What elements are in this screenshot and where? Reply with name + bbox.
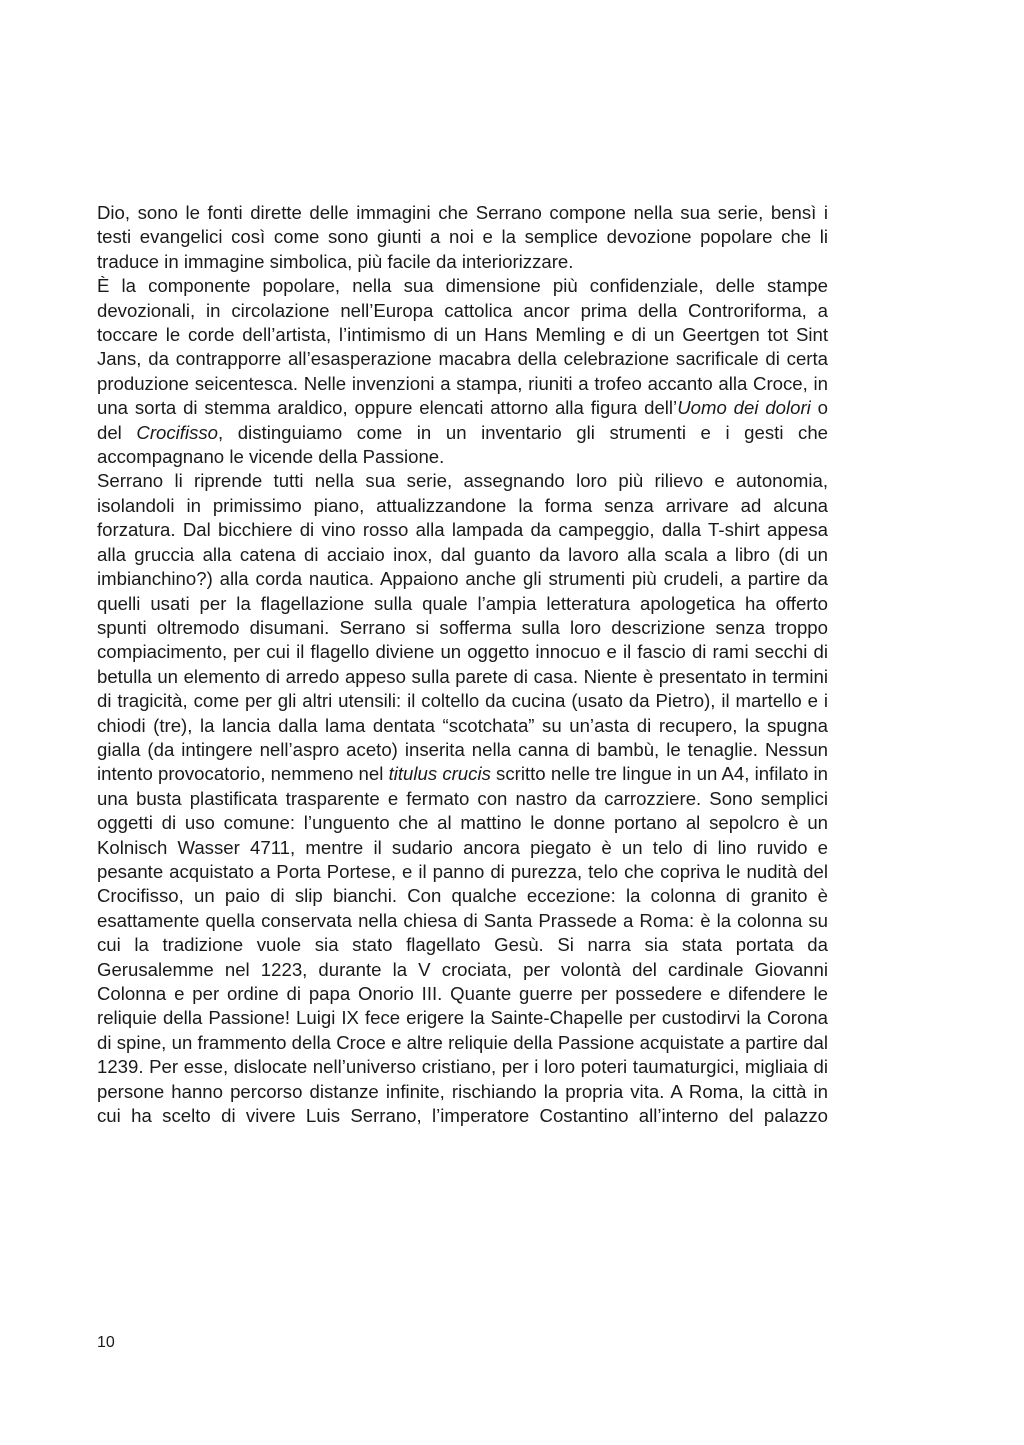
page-number: 10 xyxy=(97,1334,115,1351)
paragraph xyxy=(97,469,828,1128)
body-text xyxy=(97,201,828,1128)
text-segment: Dio, sono le fonti dirette delle immagini che Serrano compone nella sua serie, bensì i testi evangelici così come sono giunti a noi e la semplice devozione popolare che li traduce in immagine simbolica, più facile da interiorizzare. xyxy=(97,202,828,272)
text-segment: scritto nelle tre lingue in un A4, infilato in una busta plastificata trasparente e fermato con nastro da carrozziere. Sono semplici oggetti di uso comune: l’unguento che al mattino le donne portano al sepolcro è un Kolnisch Wasser 4711, mentre il sudario ancora piegato è un telo di lino ruvido e pesante acquistato a Porta Portese, e il panno di purezza, telo che copriva le nudità del Crocifisso, un paio di slip bianchi. Con qualche eccezione: la colonna di granito è esattamente quella conservata nella chiesa di Santa Prassede a Roma: è la colonna su cui la tradizione vuole sia stato flagellato Gesù. Si narra sia stata portata da Gerusalemme nel 1223, durante la V crociata, per volontà del cardinale Giovanni Colonna e per ordine di papa Onorio III. Quante guerre per possedere e difendere le reliquie della Passione! Luigi IX fece erigere la Sainte-Chapelle per custodirvi la Corona di spine, un frammento della Croce e altre reliquie della Passione acquistate a partire dal 1239. Per esse, dislocate nell’universo cristiano, per i loro poteri taumaturgici, migliaia di persone hanno percorso distanze infinite, rischiando la propria vita. A Roma, la città in cui ha scelto di vivere Luis Serrano, l’imperatore Costantino all’interno del palazzo xyxy=(97,763,828,1127)
paragraph xyxy=(97,201,828,274)
text-segment: Serrano li riprende tutti nella sua serie, assegnando loro più rilievo e autonomia, isolandoli in primissimo piano, attualizzandone la forma senza arrivare ad alcuna forzatura. Dal bicchiere di vino rosso alla lampada da campeggio, dalla T-shirt appesa alla gruccia alla catena di acciaio inox, dal guanto da lavoro alla scala a libro (di un imbianchino?) alla corda nautica. Appaiono anche gli strumenti più crudeli, a partire da quelli usati per la flagellazione sulla quale l’ampia letteratura apologetica ha offerto spunti oltremodo disumani. Serrano si sofferma sulla loro descrizione senza troppo compiacimento, per cui il flagello diviene un oggetto innocuo e il fascio di rami secchi di betulla un elemento di arredo appeso sulla parete di casa. Niente è presentato in termini di tragicità, come per gli altri utensili: il coltello da cucina (usato da Pietro), il martello e i chiodi (tre), la lancia dalla lama dentata “scotchata” su un’asta di recupero, la spugna gialla (da intingere nell’aspro aceto) inserita nella canna di bambù, le tenaglie. Nessun intento provocatorio, nemmeno nel xyxy=(97,470,828,785)
italic-title-crocifisso: Crocifisso xyxy=(136,421,219,443)
text-segment: , distinguiamo come in un inventario gli strumenti e i gesti che accompagnano le vicende della Passione. xyxy=(97,421,829,468)
italic-titulus-crucis: titulus crucis xyxy=(388,763,491,785)
text-segment: o del xyxy=(97,397,828,443)
italic-title-uomo-dei-dolori: Uomo dei dolori xyxy=(677,397,811,419)
paragraph xyxy=(97,274,828,469)
text-segment: È la componente popolare, nella sua dimensione più confidenziale, delle stampe devozionali, in circolazione nell’Europa cattolica ancor prima della Controriforma, a toccare le corde dell’artista, l’intimismo di un Hans Memling e di un Geertgen tot Sint Jans, da contrapporre all’esasperazione macabra della celebrazione sacrificale di certa produzione seicentesca. Nelle invenzioni a stampa, riuniti a trofeo accanto alla Croce, in una sorta di stemma araldico, oppure elencati attorno alla figura dell’ xyxy=(97,275,828,419)
